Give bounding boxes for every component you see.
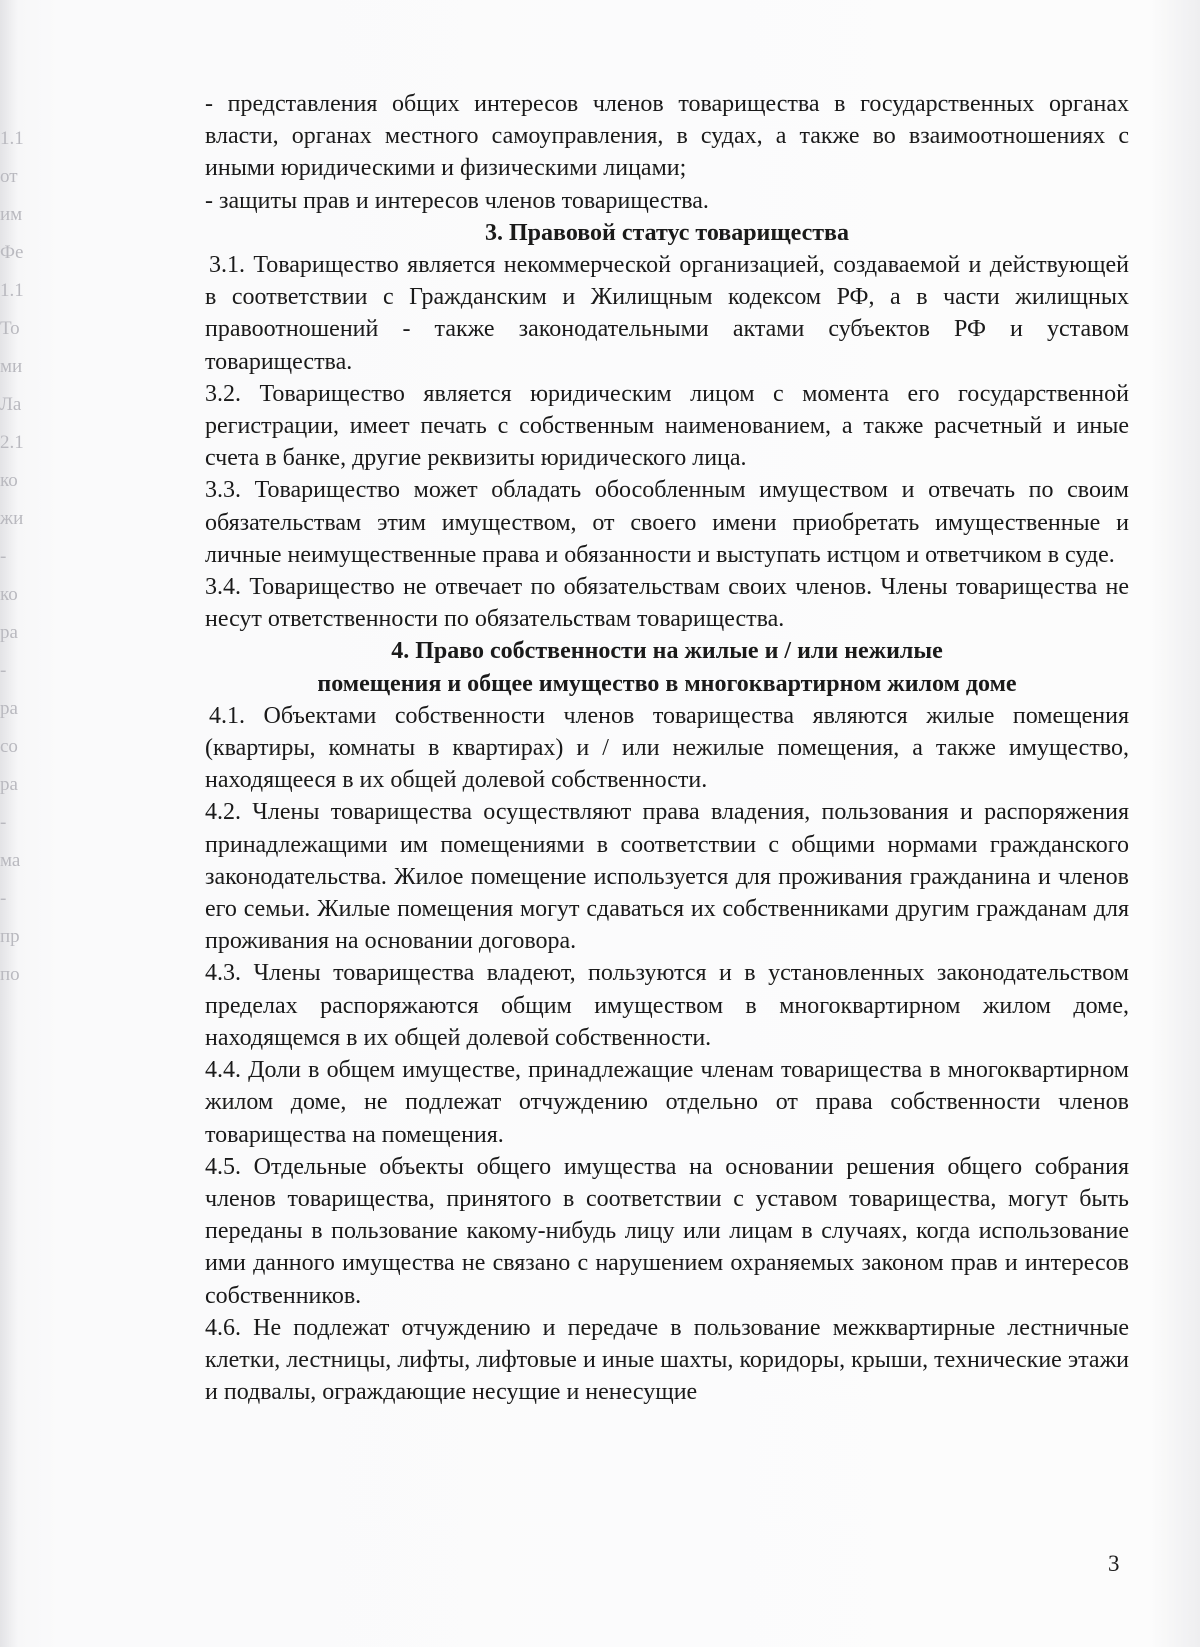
section-heading: 4. Право собственности на жилые и / или нежилые bbox=[391, 638, 943, 665]
page-number: 3 bbox=[1108, 1551, 1120, 1576]
clause-paragraph: 4.5. Отдельные объекты общего имущества на основании решения общего собрания членов товарищества, принятого в соответствии с уставом товарищества, могут быть переданы в пользование какому-нибудь лицу или лицам в случаях, когда использование ими данного имущества не связано с нарушением охраняемых законом прав и интересов собственников. bbox=[205, 1153, 1129, 1309]
bleed-fragment: - bbox=[0, 546, 7, 567]
clause-paragraph: 3.4. Товарищество не отвечает по обязательствам своих членов. Члены товарищества не несут ответственности по обязательствам товарищества. bbox=[205, 574, 1129, 633]
bleed-fragment: 2.1 bbox=[0, 432, 24, 453]
document-body bbox=[205, 88, 1129, 1408]
section-heading-continued: помещения и общее имущество в многоквартирном жилом доме bbox=[317, 670, 1017, 697]
bleed-fragment: по bbox=[0, 964, 20, 985]
clause-paragraph: 4.6. Не подлежат отчуждению и передаче в пользование межквартирные лестничные клетки, лестницы, лифты, лифтовые и иные шахты, коридоры, крыши, технические этажи и подвалы, ограждающие несущие и ненесущие bbox=[205, 1314, 1129, 1406]
bleed-fragment: Фе bbox=[0, 242, 24, 263]
bleed-fragment: ко bbox=[0, 584, 18, 605]
bleed-fragment: им bbox=[0, 204, 23, 225]
bleed-through-margin bbox=[0, 120, 70, 1420]
bleed-fragment: - bbox=[0, 660, 7, 681]
bleed-fragment: - bbox=[0, 812, 7, 833]
bleed-fragment: ра bbox=[0, 622, 18, 643]
clause-paragraph: 4.1. Объектами собственности членов товарищества являются жилые помещения (квартиры, комнаты в квартирах) и / или нежилые помещения, а также имущество, находящееся в их общей долевой собственности. bbox=[205, 702, 1129, 794]
bleed-fragment: ра bbox=[0, 774, 18, 795]
bleed-fragment: ра bbox=[0, 698, 18, 719]
bleed-fragment: ми bbox=[0, 356, 23, 377]
bleed-fragment: от bbox=[0, 166, 18, 187]
bleed-fragment: То bbox=[0, 318, 20, 339]
clause-paragraph: 4.2. Члены товарищества осуществляют права владения, пользования и распоряжения принадлежащими им помещениями в соответствии с общими нормами гражданского законодательства. Жилое помещение используется для проживания гражданина и членов его семьи. Жилые помещения могут сдаваться их собственниками другим гражданам для проживания на основании договора. bbox=[205, 799, 1129, 955]
bleed-fragment: ко bbox=[0, 470, 18, 491]
bleed-fragment: - bbox=[0, 888, 7, 909]
bleed-fragment: пр bbox=[0, 926, 20, 947]
clause-paragraph: 3.3. Товарищество может обладать обособленным имуществом и отвечать по своим обязательствам этим имуществом, от своего имени приобретать имущественные и личные неимущественные права и обязанности и выступать истцом и ответчиком в суде. bbox=[205, 477, 1129, 568]
intro-paragraph: - представления общих интересов членов товарищества в государственных органах власти, органах местного самоуправления, в судах, а также во взаимоотношениях с иными юридическими и физическими лицами; bbox=[205, 91, 1129, 182]
intro-paragraph: - защиты прав и интересов членов товарищества. bbox=[205, 187, 709, 214]
clause-paragraph: 4.3. Члены товарищества владеют, пользуются и в установленных законодательством пределах распоряжаются общим имуществом в многоквартирном жилом доме, находящемся в их общей долевой собственности. bbox=[205, 960, 1129, 1051]
bleed-fragment: Ла bbox=[0, 394, 22, 415]
bleed-fragment: со bbox=[0, 736, 18, 757]
bleed-fragment: ма bbox=[0, 850, 21, 871]
section-heading: 3. Правовой статус товарищества bbox=[485, 219, 849, 246]
bleed-fragment: 1.1 bbox=[0, 280, 24, 301]
bleed-fragment: жи bbox=[0, 508, 24, 529]
clause-paragraph: 4.4. Доли в общем имуществе, принадлежащие членам товарищества в многоквартирном жилом доме, не подлежат отчуждению отдельно от права собственности членов товарищества на помещения. bbox=[205, 1057, 1129, 1148]
bleed-fragment: 1.1 bbox=[0, 128, 24, 149]
clause-paragraph: 3.1. Товарищество является некоммерческой организацией, создаваемой и действующей в соответствии с Гражданским и Жилищным кодексом РФ, а в части жилищных правоотношений - также законодательными актами субъектов РФ и уставом товарищества. bbox=[205, 252, 1129, 375]
clause-paragraph: 3.2. Товарищество является юридическим лицом с момента его государственной регистрации, имеет печать с собственным наименованием, а также расчетный и иные счета в банке, другие реквизиты юридического лица. bbox=[205, 380, 1129, 472]
